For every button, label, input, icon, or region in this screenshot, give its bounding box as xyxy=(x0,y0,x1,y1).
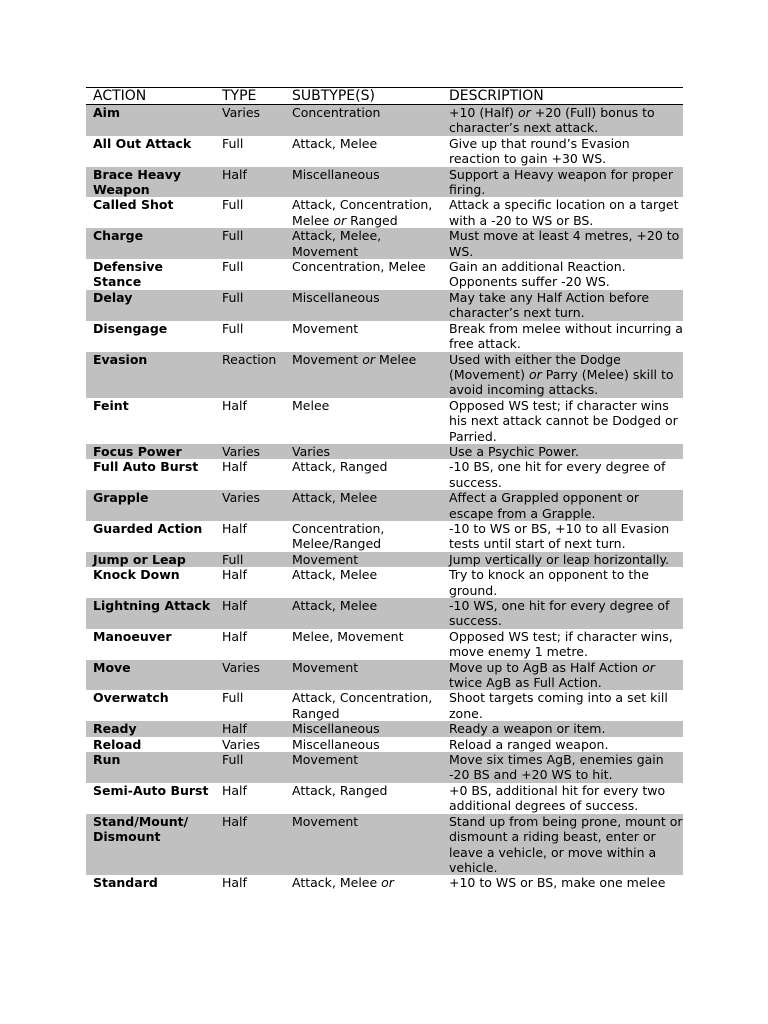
type-cell: Full xyxy=(215,552,285,567)
subtypes-cell: Attack, Melee xyxy=(285,598,442,629)
subtypes-cell: Attack, Melee, Movement xyxy=(285,228,442,259)
subtypes-cell: Attack, Concentration, Ranged xyxy=(292,690,433,721)
description-cell: Use a Psychic Power. xyxy=(442,444,683,459)
table-row xyxy=(86,321,683,352)
table-body xyxy=(86,105,683,891)
action-cell: Delay xyxy=(86,290,215,321)
subtypes-cell: Movement xyxy=(285,752,442,783)
subtypes-cell: Miscellaneous xyxy=(292,736,380,752)
subtypes-cell: Attack, Melee or xyxy=(292,875,394,891)
type-cell: Half xyxy=(222,459,247,475)
header-action: ACTION xyxy=(86,88,215,105)
action-cell: Stand/Mount/ Dismount xyxy=(86,814,215,876)
table-row xyxy=(86,444,683,459)
type-cell: Half xyxy=(215,167,285,198)
action-cell: Disengage xyxy=(93,320,168,336)
table-row xyxy=(86,352,683,398)
description-cell: Break from melee without incurring a free attack. xyxy=(449,320,683,352)
description-cell: Must move at least 4 metres, +20 to WS. xyxy=(442,228,683,259)
action-cell: Aim xyxy=(86,105,215,136)
type-cell: Full xyxy=(215,290,285,321)
type-cell: Full xyxy=(222,259,244,275)
description-cell: -10 to WS or BS, +10 to all Evasion tests until start of next turn. xyxy=(449,520,670,552)
actions-table xyxy=(86,87,683,891)
action-cell: Ready xyxy=(86,721,215,736)
table-row xyxy=(86,598,683,629)
table-row xyxy=(86,167,683,198)
type-cell: Full xyxy=(215,228,285,259)
subtypes-cell: Miscellaneous xyxy=(285,721,442,736)
table-row xyxy=(86,875,683,890)
action-cell: Run xyxy=(86,752,215,783)
header-subtypes: SUBTYPE(S) xyxy=(285,88,442,105)
action-cell: Move xyxy=(86,660,215,691)
description-cell: Stand up from being prone, mount or dismount a riding beast, enter or leave a vehicle, or move within a vehicle. xyxy=(442,814,683,876)
type-cell: Half xyxy=(222,782,247,798)
description-cell: +10 (Half) or +20 (Full) bonus to character’s next attack. xyxy=(442,105,683,136)
description-cell: Jump vertically or leap horizontally. xyxy=(442,552,683,567)
subtypes-cell: Melee xyxy=(292,397,330,413)
description-cell: Attack a specific location on a target with a -20 to WS or BS. xyxy=(449,197,679,228)
action-cell: Jump or Leap xyxy=(86,552,215,567)
table-row xyxy=(86,552,683,567)
type-cell: Full xyxy=(222,135,244,151)
subtypes-cell: Movement xyxy=(292,320,359,336)
action-cell: All Out Attack xyxy=(93,135,192,151)
description-cell: Support a Heavy weapon for proper firing. xyxy=(442,167,683,198)
table-row xyxy=(86,752,683,783)
description-cell: +0 BS, additional hit for every two additional degrees of success. xyxy=(449,782,666,814)
description-cell: Move up to AgB as Half Action or twice AgB as Full Action. xyxy=(442,660,683,691)
description-cell: -10 WS, one hit for every degree of success. xyxy=(442,598,683,629)
action-cell: Full Auto Burst xyxy=(93,459,199,475)
subtypes-cell: Movement xyxy=(285,660,442,691)
description-cell: +10 to WS or BS, make one melee xyxy=(449,875,666,891)
header-description: DESCRIPTION xyxy=(442,88,683,105)
table-row xyxy=(86,197,683,228)
table-row xyxy=(86,783,683,814)
table-row xyxy=(86,690,683,721)
action-cell: Manoeuver xyxy=(93,628,172,644)
subtypes-cell: Attack, Ranged xyxy=(292,459,388,475)
subtypes-cell: Attack, Melee xyxy=(292,567,378,583)
table-row xyxy=(86,105,683,136)
type-cell: Half xyxy=(222,628,247,644)
table-row xyxy=(86,459,683,490)
type-cell: Varies xyxy=(222,736,261,752)
description-cell: Move six times AgB, enemies gain -20 BS and +20 WS to hit. xyxy=(442,752,683,783)
table-row xyxy=(86,521,683,552)
description-cell: Opposed WS test; if character wins, move enemy 1 metre. xyxy=(449,628,673,660)
action-cell: Lightning Attack xyxy=(86,598,215,629)
type-cell: Varies xyxy=(215,660,285,691)
type-cell: Half xyxy=(222,567,247,583)
description-cell: Try to knock an opponent to the ground. xyxy=(449,567,649,598)
subtypes-cell: Movement xyxy=(285,552,442,567)
type-cell: Half xyxy=(215,814,285,876)
description-cell: Opposed WS test; if character wins his next attack cannot be Dodged or Parried. xyxy=(449,397,678,444)
type-cell: Varies xyxy=(215,105,285,136)
table-row xyxy=(86,290,683,321)
action-cell: Overwatch xyxy=(93,690,169,706)
table-row xyxy=(86,721,683,736)
table-row xyxy=(86,814,683,876)
action-cell: Brace Heavy Weapon xyxy=(86,167,215,198)
subtypes-cell: Attack, Melee xyxy=(292,135,378,151)
description-cell: Gain an additional Reaction. Opponents suffer -20 WS. xyxy=(449,259,626,290)
type-cell: Half xyxy=(222,520,247,536)
type-cell: Half xyxy=(222,397,247,413)
description-cell: Used with either the Dodge (Movement) or Parry (Melee) skill to avoid incoming attacks. xyxy=(442,352,683,398)
type-cell: Half xyxy=(222,875,247,891)
table-row xyxy=(86,259,683,290)
description-cell: Shoot targets coming into a set kill zone. xyxy=(449,690,668,721)
action-cell: Called Shot xyxy=(93,197,174,213)
subtypes-cell: Concentration, Melee/Ranged xyxy=(292,520,385,552)
description-cell: Affect a Grappled opponent or escape from a Grapple. xyxy=(442,490,683,521)
action-cell: Defensive Stance xyxy=(93,259,164,290)
subtypes-cell: Miscellaneous xyxy=(285,167,442,198)
action-cell: Reload xyxy=(93,736,142,752)
table-row xyxy=(86,567,683,598)
type-cell: Reaction xyxy=(215,352,285,398)
table-row xyxy=(86,660,683,691)
subtypes-cell: Movement or Melee xyxy=(285,352,442,398)
header-type: TYPE xyxy=(215,88,285,105)
subtypes-cell: Attack, Melee xyxy=(285,490,442,521)
subtypes-cell: Concentration xyxy=(285,105,442,136)
subtypes-cell: Attack, Ranged xyxy=(292,782,388,798)
action-cell: Focus Power xyxy=(86,444,215,459)
type-cell: Full xyxy=(222,320,244,336)
subtypes-cell: Attack, Concentration, Melee or Ranged xyxy=(292,197,433,228)
description-cell: Ready a weapon or item. xyxy=(442,721,683,736)
action-cell: Charge xyxy=(86,228,215,259)
subtypes-cell: Melee, Movement xyxy=(292,628,404,644)
type-cell: Full xyxy=(222,197,244,213)
action-cell: Standard xyxy=(93,875,158,891)
table-row xyxy=(86,737,683,752)
action-cell: Evasion xyxy=(86,352,215,398)
table-row xyxy=(86,629,683,660)
action-cell: Semi-Auto Burst xyxy=(93,782,209,798)
description-cell: Give up that round’s Evasion reaction to gain +30 WS. xyxy=(449,135,630,167)
action-cell: Grapple xyxy=(86,490,215,521)
type-cell: Varies xyxy=(215,490,285,521)
action-cell: Knock Down xyxy=(93,567,180,583)
table-header-row xyxy=(86,88,683,105)
description-cell: -10 BS, one hit for every degree of success. xyxy=(449,459,666,490)
subtypes-cell: Movement xyxy=(285,814,442,876)
subtypes-cell: Miscellaneous xyxy=(285,290,442,321)
table-row xyxy=(86,228,683,259)
description-cell: May take any Half Action before character’s next turn. xyxy=(442,290,683,321)
subtypes-cell: Varies xyxy=(285,444,442,459)
table-row xyxy=(86,136,683,167)
action-cell: Feint xyxy=(93,397,129,413)
type-cell: Full xyxy=(222,690,244,706)
type-cell: Half xyxy=(215,721,285,736)
type-cell: Varies xyxy=(215,444,285,459)
action-cell: Guarded Action xyxy=(93,520,203,536)
subtypes-cell: Concentration, Melee xyxy=(292,259,426,275)
table-row xyxy=(86,490,683,521)
table-row xyxy=(86,398,683,444)
type-cell: Half xyxy=(215,598,285,629)
description-cell: Reload a ranged weapon. xyxy=(449,736,609,752)
type-cell: Full xyxy=(215,752,285,783)
